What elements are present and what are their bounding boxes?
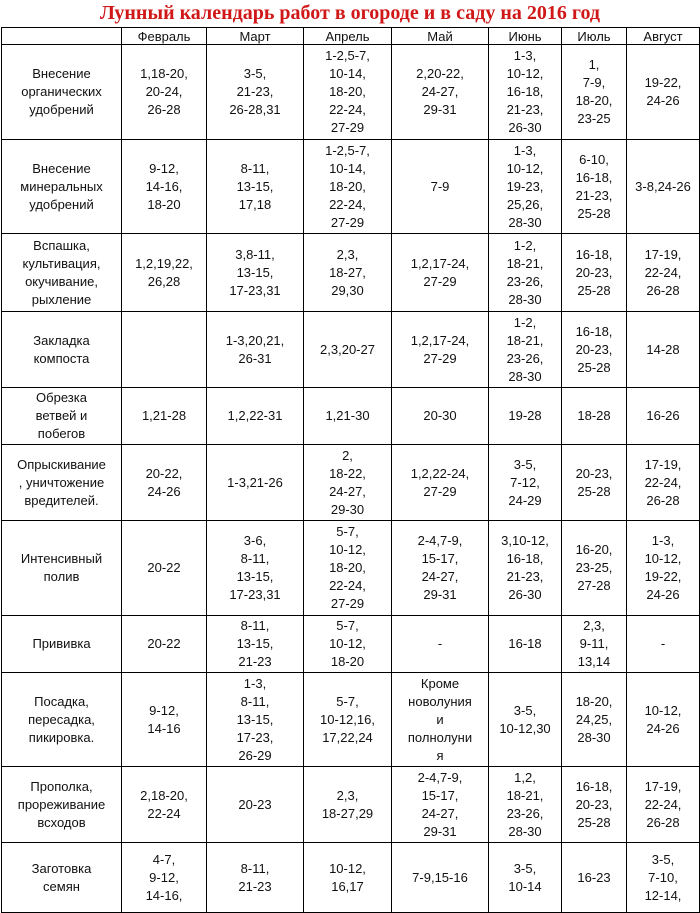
date-cell: [207, 767, 304, 843]
date-cell: [489, 312, 562, 388]
date-cell-text: 3-5, 10-12,30: [499, 702, 551, 736]
date-cell: [562, 312, 627, 388]
date-cell-text: 1, 7-9, 18-20, 23-25: [575, 57, 613, 126]
date-cell: [304, 45, 392, 140]
date-cell: [489, 140, 562, 234]
date-cell-text: 16-23: [577, 869, 611, 885]
date-cell-text: -: [660, 636, 666, 651]
date-cell: [489, 843, 562, 913]
date-cell-text: 1-3, 8-11, 13-15, 17-23, 26-29: [236, 675, 274, 763]
date-cell-text: 3-5, 7-10, 12-14,: [644, 851, 682, 903]
date-cell-text: 20-22: [147, 560, 181, 575]
date-cell: [207, 616, 304, 673]
date-cell-text: 16-26: [646, 408, 680, 423]
page-title: Лунный календарь работ в огороде и в саду на 2016 год: [100, 2, 600, 24]
date-cell: [562, 45, 627, 140]
date-cell: [122, 45, 207, 140]
date-cell-text: 2,20-22, 24-27, 29-31: [416, 66, 464, 117]
date-cell-text: 1,2, 18-21, 23-26, 28-30: [506, 769, 544, 839]
date-cell: [562, 843, 627, 913]
date-cell-text: 20-23: [238, 796, 272, 812]
work-type-cell: [2, 45, 122, 140]
header-month: Июль: [562, 28, 627, 45]
date-cell-text: 1-2, 18-21, 23-26, 28-30: [506, 314, 544, 384]
date-cell-text: 18-28: [577, 408, 611, 423]
lunar-calendar-table: [1, 27, 700, 913]
date-cell-text: 1,2,19,22, 26,28: [135, 255, 193, 289]
date-cell-text: 2,3, 9-11, 13,14: [577, 618, 611, 669]
date-cell: [489, 616, 562, 673]
date-cell: [207, 312, 304, 388]
date-cell: [207, 234, 304, 312]
header-month: Февраль: [122, 28, 207, 45]
date-cell: [122, 843, 207, 913]
date-cell-text: 2,3, 18-27, 29,30: [329, 246, 366, 298]
date-cell: [562, 388, 627, 445]
date-cell-text: 1-2,5-7, 10-14, 18-20, 22-24, 27-29: [325, 48, 370, 135]
work-type-cell: [2, 140, 122, 234]
date-cell: [392, 312, 489, 388]
date-cell-text: 3,10-12, 16-18, 21-23, 26-30: [501, 533, 549, 602]
date-cell: [207, 140, 304, 234]
table-row: [2, 767, 700, 843]
table-row: [2, 673, 700, 767]
work-type-label: Интенсивный полив: [20, 551, 103, 584]
table-row: [2, 843, 700, 913]
date-cell-text: 9-12, 14-16, 18-20: [145, 160, 183, 212]
date-cell: [207, 843, 304, 913]
date-cell-text: 1-3,21-26: [227, 474, 283, 490]
date-cell: [304, 616, 392, 673]
date-cell: [122, 767, 207, 843]
date-cell-text: 1,2,22-24, 27-29: [410, 465, 470, 499]
date-cell-text: 1,2,17-24, 27-29: [410, 332, 470, 366]
work-type-cell: [2, 616, 122, 673]
header-month: Март: [207, 28, 304, 45]
date-cell: [392, 616, 489, 673]
date-cell: [627, 767, 700, 843]
date-cell-text: Кроме новолуния и полнолуни я: [407, 675, 473, 763]
header-month: Июнь: [489, 28, 562, 45]
date-cell-text: 7-9,15-16: [412, 869, 468, 885]
date-cell: [392, 388, 489, 445]
date-cell: [122, 388, 207, 445]
date-cell-text: 1,18-20, 20-24, 26-28: [140, 66, 188, 117]
date-cell: [392, 521, 489, 616]
date-cell: [304, 767, 392, 843]
work-type-cell: [2, 445, 122, 521]
date-cell-text: 1,21-28: [141, 408, 187, 423]
date-cell: [489, 445, 562, 521]
date-cell-text: 7-9: [430, 178, 450, 194]
work-type-cell: [2, 234, 122, 312]
date-cell: [122, 616, 207, 673]
date-cell-text: 3,8-11, 13-15, 17-23,31: [229, 246, 281, 298]
date-cell: [562, 140, 627, 234]
date-cell: [627, 521, 700, 616]
date-cell-text: 1-3, 10-12, 19-23, 25,26, 28-30: [506, 142, 544, 230]
date-cell: [122, 234, 207, 312]
date-cell-text: 8-11, 13-15, 17,18: [236, 160, 274, 212]
date-cell: [304, 140, 392, 234]
work-type-cell: [2, 312, 122, 388]
date-cell-text: 5-7, 10-12, 18-20, 22-24, 27-29: [329, 524, 366, 611]
work-type-cell: [2, 521, 122, 616]
date-cell-text: 8-11, 13-15, 21-23: [236, 618, 274, 669]
date-cell: [304, 234, 392, 312]
date-cell-text: 2-4,7-9, 15-17, 24-27, 29-31: [417, 533, 463, 602]
date-cell: [627, 140, 700, 234]
date-cell: [562, 673, 627, 767]
date-cell-text: 1-3, 10-12, 16-18, 21-23, 26-30: [506, 48, 544, 135]
date-cell: [627, 445, 700, 521]
date-cell-text: 18-20, 24,25, 28-30: [575, 693, 613, 745]
date-cell-text: 16-18: [508, 636, 542, 651]
header-month: Апрель: [304, 28, 392, 45]
work-type-cell: [2, 673, 122, 767]
date-cell-text: 16-18, 20-23, 25-28: [575, 778, 613, 830]
date-cell-text: 17-19, 22-24, 26-28: [644, 778, 682, 830]
date-cell: [207, 673, 304, 767]
date-cell: [207, 521, 304, 616]
date-cell: [562, 767, 627, 843]
work-type-label: Вспашка, культивация, окучивание, рыхление: [22, 237, 101, 307]
date-cell-text: 2, 18-22, 24-27, 29-30: [329, 447, 366, 517]
date-cell-text: 5-7, 10-12,16, 17,22,24: [320, 693, 375, 745]
date-cell: [489, 234, 562, 312]
date-cell-text: -: [437, 636, 443, 651]
date-cell-text: 8-11, 21-23: [238, 860, 272, 894]
date-cell-text: 1-2,5-7, 10-14, 18-20, 22-24, 27-29: [325, 142, 370, 230]
date-cell-text: 3-6, 8-11, 13-15, 17-23,31: [229, 533, 281, 602]
date-cell-text: 6-10, 16-18, 21-23, 25-28: [575, 151, 613, 221]
work-type-label: Опрыскивание , уничтожение вредителей.: [17, 456, 106, 508]
date-cell-text: 17-19, 22-24, 26-28: [644, 246, 682, 298]
date-cell: [627, 312, 700, 388]
date-cell-text: 19-22, 24-26: [644, 75, 682, 108]
date-cell: [392, 45, 489, 140]
date-cell-text: 16-18, 20-23, 25-28: [575, 246, 613, 298]
date-cell: [627, 45, 700, 140]
date-cell-text: 20-22: [147, 636, 181, 651]
table-row: [2, 312, 700, 388]
work-type-label: Посадка, пересадка, пикировка.: [28, 693, 95, 745]
date-cell: [304, 388, 392, 445]
date-cell: [122, 521, 207, 616]
date-cell: [562, 445, 627, 521]
date-cell: [489, 521, 562, 616]
date-cell: [304, 445, 392, 521]
work-type-label: Внесение минеральных удобрений: [20, 160, 103, 212]
header-month: Май: [392, 28, 489, 45]
date-cell-text: 16-18, 20-23, 25-28: [575, 323, 613, 375]
date-cell-text: 2,3,20-27: [320, 341, 375, 357]
date-cell: [122, 673, 207, 767]
date-cell-text: 17-19, 22-24, 26-28: [644, 456, 682, 508]
date-cell-text: 20-30: [423, 408, 457, 423]
work-type-cell: [2, 843, 122, 913]
date-cell-text: 16-20, 23-25, 27-28: [575, 542, 613, 593]
date-cell-text: 3-5, 10-14: [508, 860, 542, 894]
table-row: [2, 521, 700, 616]
header-month: Август: [627, 28, 700, 45]
date-cell: [304, 673, 392, 767]
work-type-label: Заготовка семян: [31, 860, 92, 894]
date-cell-text: 20-22, 24-26: [145, 465, 183, 499]
date-cell: [489, 767, 562, 843]
table-row: [2, 45, 700, 140]
date-cell: [207, 45, 304, 140]
date-cell-text: 2,18-20, 22-24: [140, 787, 188, 821]
date-cell: [627, 616, 700, 673]
date-cell: [489, 673, 562, 767]
date-cell: [304, 312, 392, 388]
date-cell: [122, 312, 207, 388]
date-cell: [392, 767, 489, 843]
date-cell: [207, 445, 304, 521]
date-cell-text: 10-12, 24-26: [644, 702, 682, 736]
work-type-label: Прививка: [32, 636, 91, 651]
date-cell-text: 1-3,20,21, 26-31: [225, 332, 285, 366]
date-cell-text: 1,2,22-31: [227, 408, 283, 423]
date-cell-text: 2,3, 18-27,29: [321, 787, 374, 821]
date-cell: [122, 445, 207, 521]
date-cell-text: 2-4,7-9, 15-17, 24-27, 29-31: [417, 769, 463, 839]
work-type-label: Закладка компоста: [33, 332, 90, 366]
date-cell-text: 10-12, 16,17: [329, 860, 366, 894]
table-row: [2, 388, 700, 445]
date-cell: [562, 616, 627, 673]
date-cell: [489, 388, 562, 445]
date-cell-text: 9-12, 14-16: [147, 702, 181, 736]
date-cell-text: 3-5, 21-23, 26-28,31: [229, 66, 281, 117]
table-row: [2, 445, 700, 521]
date-cell-text: 4-7, 9-12, 14-16,: [145, 851, 183, 903]
table-row: [2, 234, 700, 312]
work-type-cell: [2, 767, 122, 843]
date-cell: [627, 388, 700, 445]
date-cell: [122, 140, 207, 234]
date-cell-text: 1-2, 18-21, 23-26, 28-30: [506, 237, 544, 307]
table-row: [2, 616, 700, 673]
date-cell: [562, 234, 627, 312]
work-type-label: Прополка, прореживание всходов: [17, 778, 106, 830]
header-row: [2, 28, 700, 45]
table-row: [2, 140, 700, 234]
work-type-label: Внесение органических удобрений: [21, 66, 102, 117]
date-cell-text: 3-5, 7-12, 24-29: [508, 456, 542, 508]
header-corner: [2, 28, 122, 45]
date-cell: [392, 445, 489, 521]
date-cell: [207, 388, 304, 445]
date-cell-text: 20-23, 25-28: [575, 465, 613, 499]
work-type-label: Обрезка ветвей и побегов: [35, 390, 88, 441]
date-cell: [562, 521, 627, 616]
date-cell-text: 1,2,17-24, 27-29: [410, 255, 470, 289]
work-type-cell: [2, 388, 122, 445]
date-cell-text: 5-7, 10-12, 18-20: [329, 618, 366, 669]
date-cell-text: 3-8,24-26: [635, 178, 691, 194]
date-cell: [392, 673, 489, 767]
date-cell: [627, 843, 700, 913]
date-cell: [392, 234, 489, 312]
date-cell: [489, 45, 562, 140]
date-cell: [392, 140, 489, 234]
date-cell-text: 19-28: [508, 408, 542, 423]
date-cell-text: 1,21-30: [325, 408, 370, 423]
date-cell: [627, 673, 700, 767]
date-cell: [627, 234, 700, 312]
date-cell: [392, 843, 489, 913]
date-cell-text: 1-3, 10-12, 19-22, 24-26: [644, 533, 682, 602]
date-cell: [304, 521, 392, 616]
date-cell: [304, 843, 392, 913]
date-cell-text: 14-28: [646, 341, 680, 357]
